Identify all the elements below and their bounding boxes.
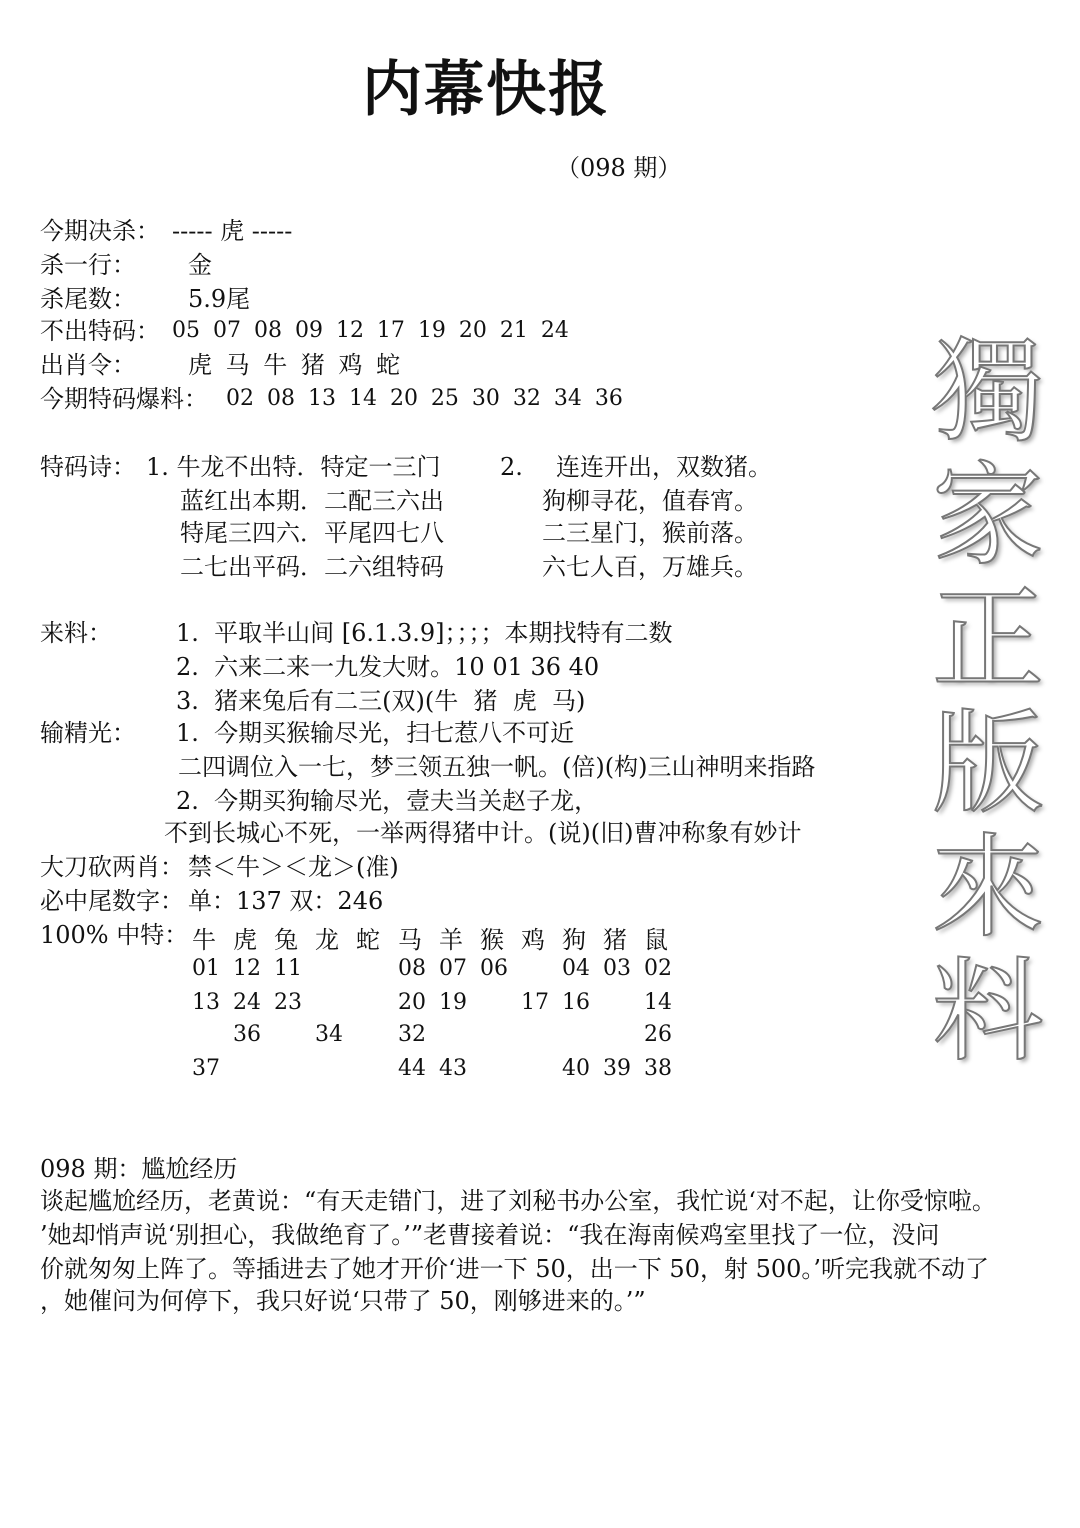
zodiac-number-cell: 44 — [398, 1056, 426, 1081]
bizhong-value: 单：137 双：246 — [188, 887, 384, 915]
story-title: 098 期：尴尬经历 — [40, 1155, 238, 1183]
zodiac-number-cell: 14 — [644, 990, 672, 1015]
zodiac-number-cell: 17 — [521, 990, 549, 1015]
zodiac-cell: 兔 — [274, 926, 298, 954]
story-line: 谈起尴尬经历，老黄说：“有天走错门，进了刘秘书办公室，我忙说‘对不起，让你受惊啦。 — [40, 1187, 996, 1215]
zodiac-number-cell: 01 — [192, 956, 220, 981]
zodiac-cell: 猴 — [480, 926, 504, 954]
poem-number-2: 2. — [500, 453, 523, 481]
zodiac-number-cell: 03 — [603, 956, 631, 981]
zodiac-number-cell: 23 — [274, 990, 302, 1015]
row-value-baoliao: 02 08 13 14 20 25 30 32 34 36 — [226, 386, 623, 411]
row-value-jueshao: ----- 虎 ----- — [172, 217, 293, 245]
sidebar-char: 家 — [932, 451, 1044, 581]
page-title: 内幕快报 — [362, 55, 610, 125]
laoliao-label: 来料： — [40, 619, 112, 647]
zodiac-number-cell: 36 — [233, 1022, 261, 1047]
poem-right-line: 连连开出，双数猪。 — [556, 453, 772, 481]
zodiac-number-cell: 32 — [398, 1022, 426, 1047]
zodiac-number-cell: 02 — [644, 956, 672, 981]
sidebar-char: 正 — [932, 575, 1044, 705]
laoliao-line: 3. 猪来兔后有二三(双)(牛 猪 虎 马) — [176, 687, 586, 715]
zodiac-number-cell: 11 — [274, 956, 302, 981]
shujingguang-line: 1. 今期买猴输尽光，扫七惹八不可近 — [176, 719, 575, 747]
shujingguang-line: 二四调位入一七，梦三领五独一帆。(倍)(构)三山神明来指路 — [178, 753, 816, 781]
zodiac-number-cell: 24 — [233, 990, 261, 1015]
hundred-label: 100% 中特： — [40, 921, 189, 949]
row-value-chuxiaoling: 虎 马 牛 猪 鸡 蛇 — [188, 351, 401, 379]
zodiac-number-cell: 13 — [192, 990, 220, 1015]
story-line: ，她催问为何停下，我只好说‘只带了 50，刚够进来的。’” — [40, 1287, 646, 1315]
zodiac-number-cell: 06 — [480, 956, 508, 981]
row-value-shayixing: 金 — [188, 251, 212, 279]
poem-left-line: 1. 牛龙不出特．特定一三门 — [146, 453, 441, 481]
row-label-shayixing: 杀一行： — [40, 251, 136, 279]
poem-right-line: 六七人百，万雄兵。 — [542, 553, 758, 581]
poem-left-line: 二七出平码．二六组特码 — [180, 553, 444, 581]
dadao-value: 禁＜牛＞＜龙＞(准) — [188, 853, 399, 881]
issue-number: （098 期） — [556, 154, 682, 182]
zodiac-cell: 鼠 — [644, 926, 668, 954]
row-value-buchutema: 05 07 08 09 12 17 19 20 21 24 — [172, 318, 569, 343]
row-label-shaweishu: 杀尾数： — [40, 285, 136, 313]
bizhong-label: 必中尾数字： — [40, 887, 184, 915]
zodiac-cell: 蛇 — [356, 926, 380, 954]
shujingguang-label: 输精光： — [40, 719, 136, 747]
zodiac-number-cell: 12 — [233, 956, 261, 981]
story-line: ’她却悄声说‘别担心，我做绝育了。’”老曹接着说：“我在海南候鸡室里找了一位，没问 — [40, 1221, 940, 1249]
row-label-baoliao: 今期特码爆料： — [40, 385, 208, 413]
zodiac-cell: 龙 — [315, 926, 339, 954]
row-value-shaweishu: 5.9尾 — [188, 285, 251, 313]
zodiac-number-cell: 39 — [603, 1056, 631, 1081]
zodiac-number-cell: 04 — [562, 956, 590, 981]
shujingguang-line: 2. 今期买狗输尽光，壹夫当关赵子龙， — [176, 787, 599, 815]
zodiac-cell: 虎 — [233, 926, 257, 954]
row-label-buchutema: 不出特码： — [40, 317, 160, 345]
zodiac-cell: 猪 — [603, 926, 627, 954]
zodiac-number-cell: 16 — [562, 990, 590, 1015]
story-line: 价就匆匆上阵了。等插进去了她才开价‘进一下 50，出一下 50，射 500。’听完我就不动了 — [40, 1255, 990, 1283]
poem-label: 特码诗： — [40, 453, 136, 481]
zodiac-number-cell: 08 — [398, 956, 426, 981]
zodiac-number-cell: 38 — [644, 1056, 672, 1081]
zodiac-number-cell: 07 — [439, 956, 467, 981]
sidebar-char: 獨 — [932, 327, 1044, 457]
zodiac-number-cell: 40 — [562, 1056, 590, 1081]
zodiac-cell: 马 — [398, 926, 422, 954]
zodiac-cell: 羊 — [439, 926, 463, 954]
zodiac-cell: 牛 — [192, 926, 216, 954]
sidebar-exclusive-banner — [918, 327, 1058, 1077]
shujingguang-line: 不到长城心不死，一举两得猪中计。(说)(旧)曹冲称象有妙计 — [164, 819, 802, 847]
laoliao-line: 2. 六来二来一九发大财。10 01 36 40 — [176, 653, 600, 681]
zodiac-number-cell: 20 — [398, 990, 426, 1015]
zodiac-cell: 狗 — [562, 926, 586, 954]
zodiac-number-cell: 34 — [315, 1022, 343, 1047]
row-label-jueshao: 今期决杀： — [40, 217, 160, 245]
zodiac-cell: 鸡 — [521, 926, 545, 954]
sidebar-char: 料 — [932, 947, 1044, 1077]
zodiac-number-cell: 19 — [439, 990, 467, 1015]
poem-right-line: 二三星门，猴前落。 — [542, 519, 758, 547]
laoliao-line: 1. 平取半山间 [6.1.3.9]；；；；本期找特有二数 — [176, 619, 673, 647]
zodiac-number-cell: 37 — [192, 1056, 220, 1081]
sidebar-char: 來 — [932, 823, 1044, 953]
zodiac-number-cell: 26 — [644, 1022, 672, 1047]
zodiac-number-cell: 43 — [439, 1056, 467, 1081]
dadao-label: 大刀砍两肖： — [40, 853, 184, 881]
poem-left-line: 蓝红出本期．二配三六出 — [180, 487, 444, 515]
poem-right-line: 狗柳寻花，值春宵。 — [542, 487, 758, 515]
poem-left-line: 特尾三四六．平尾四七八 — [180, 519, 444, 547]
row-label-chuxiaoling: 出肖令： — [40, 351, 136, 379]
sidebar-char: 版 — [932, 699, 1044, 829]
